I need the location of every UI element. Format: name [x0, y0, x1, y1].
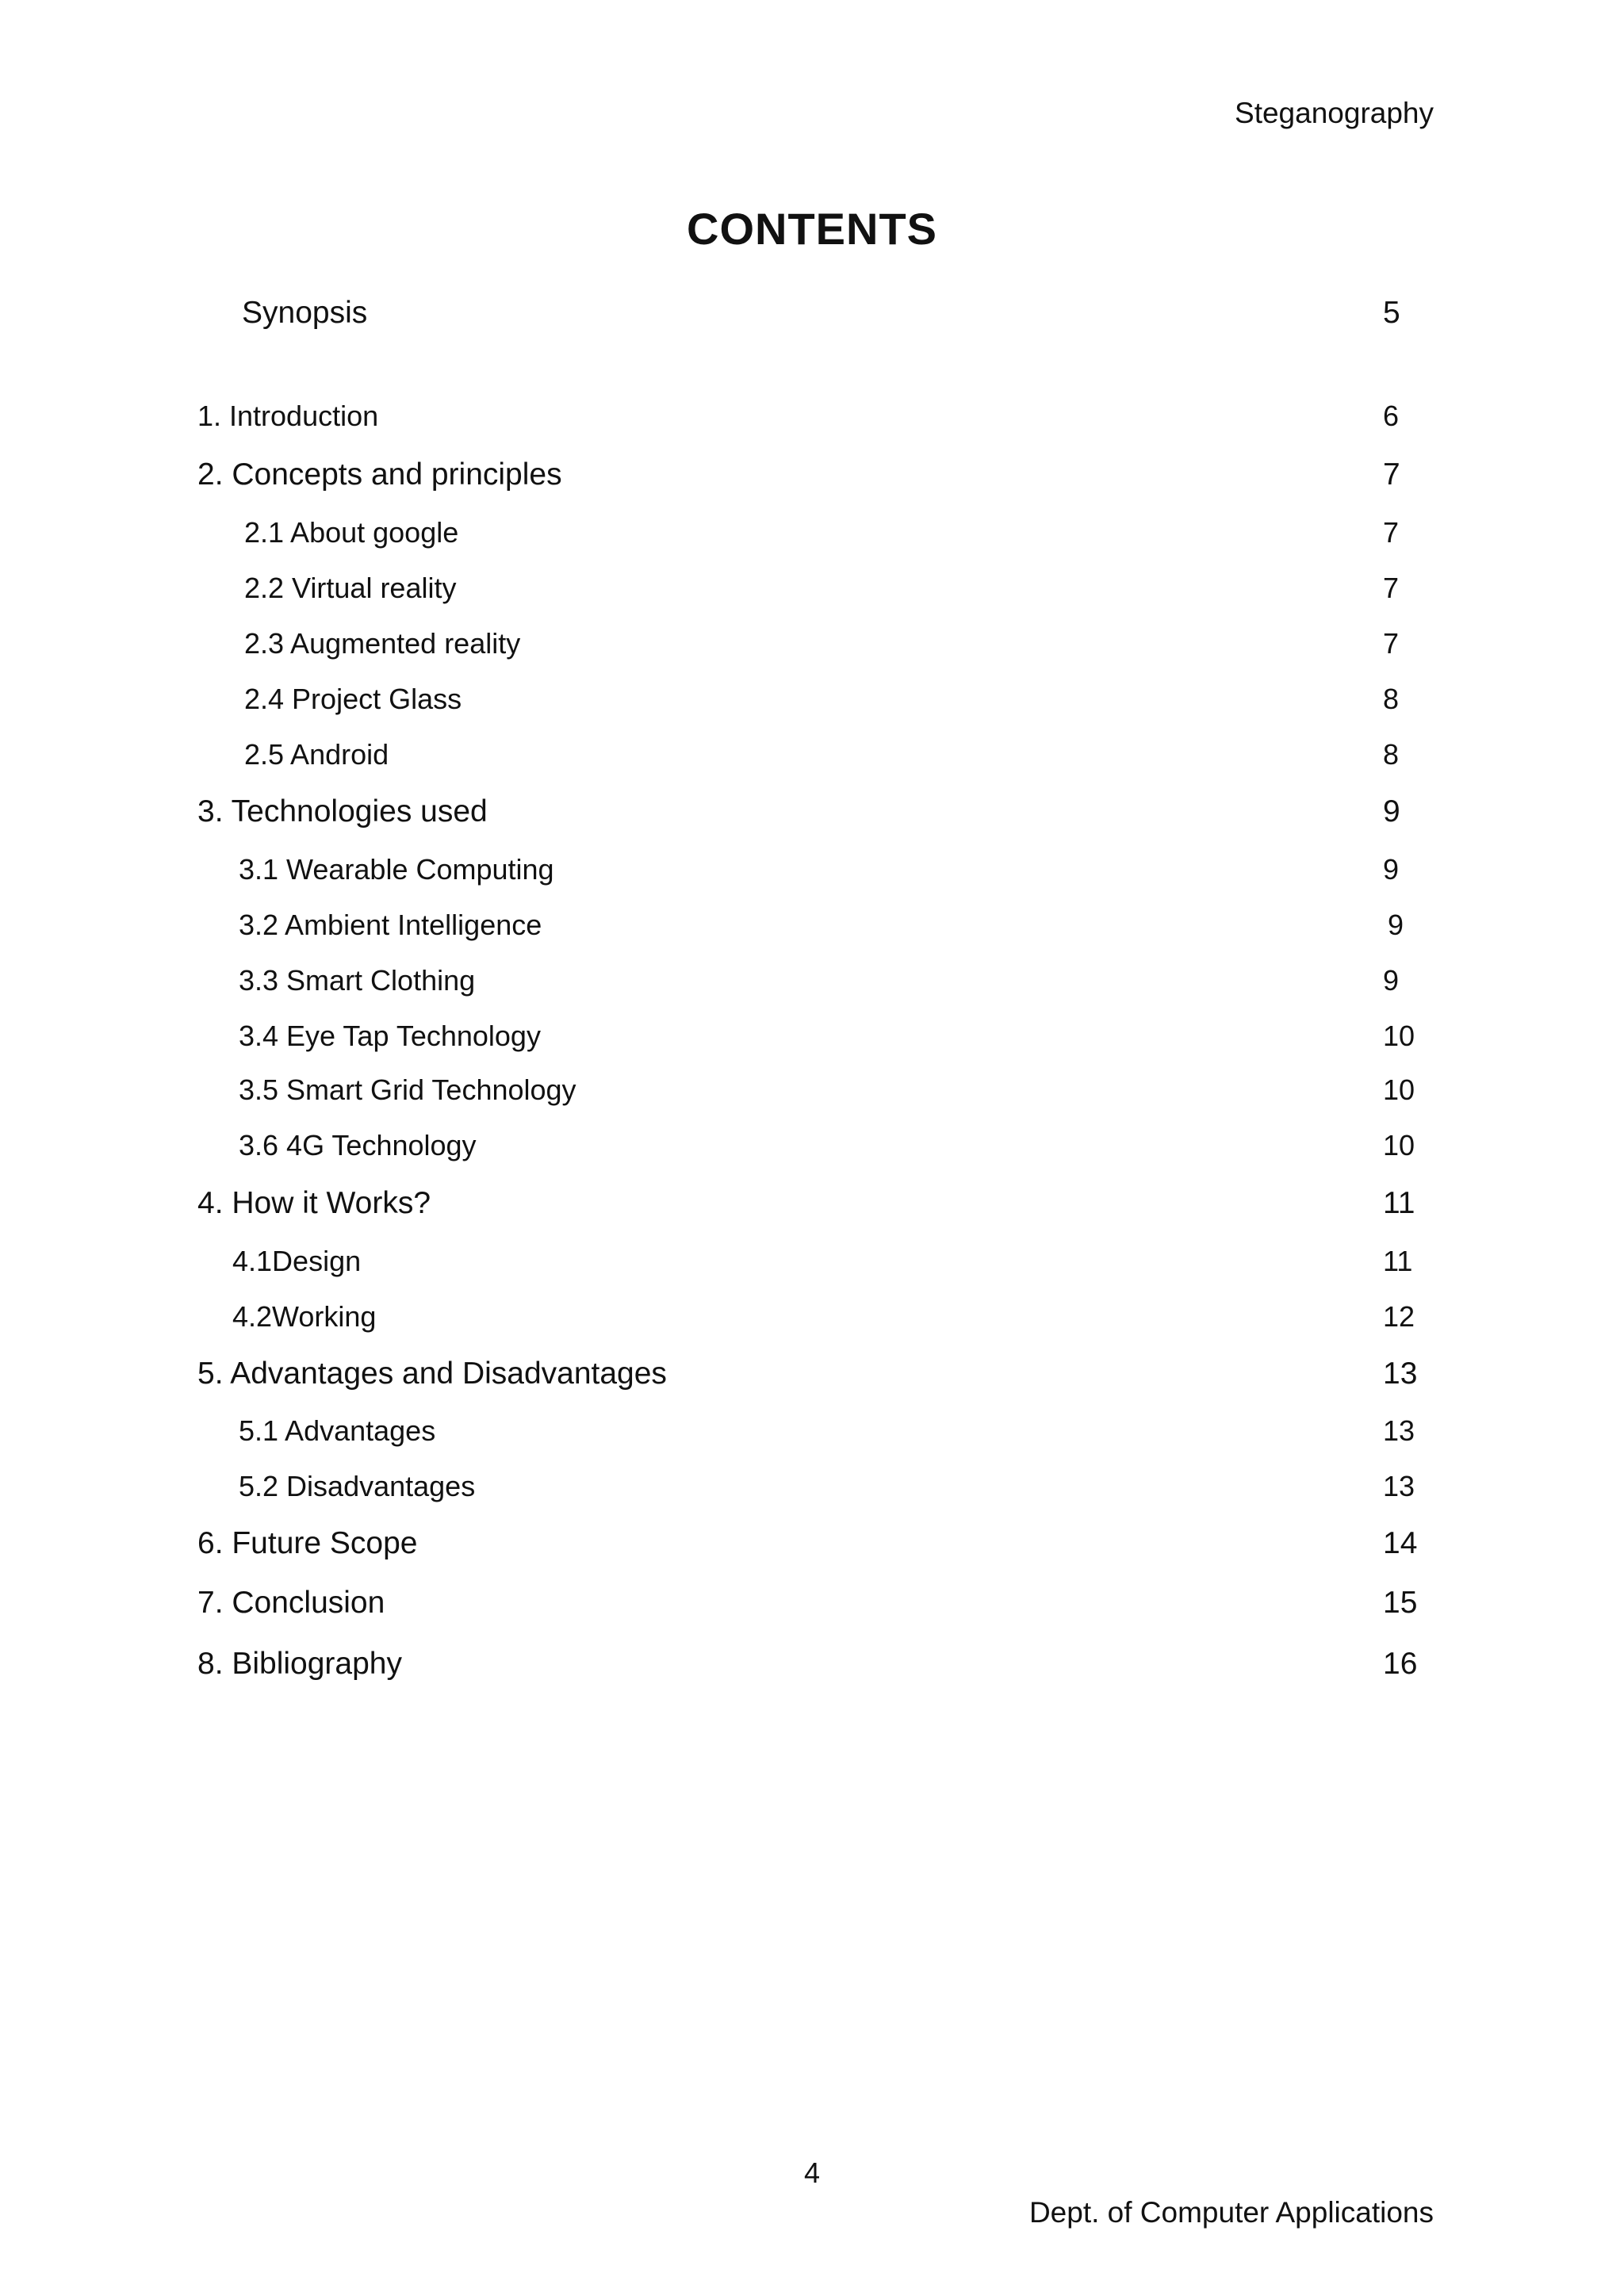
toc-entry-label: 5.2 Disadvantages: [239, 1470, 476, 1502]
toc-entry-disadvantages: [0, 1470, 1624, 1510]
toc-entry-label: 5. Advantages and Disadvantages: [197, 1357, 667, 1391]
toc-entry-label: 6. Future Scope: [197, 1526, 418, 1560]
toc-entry-label: 3.5 Smart Grid Technology: [239, 1073, 576, 1106]
toc-entry-page: 13: [1383, 1470, 1415, 1502]
toc-entry-page: 11: [1383, 1245, 1413, 1277]
toc-entry-label: 4.2Working: [232, 1300, 377, 1333]
toc-entry-smart-grid: [0, 1073, 1624, 1113]
toc-entry-introduction: [0, 400, 1624, 439]
toc-entry-label: 3.1 Wearable Computing: [239, 853, 554, 886]
running-header: Steganography: [1235, 97, 1434, 129]
toc-entry-label: 1. Introduction: [197, 400, 379, 432]
toc-entry-label: 2.4 Project Glass: [244, 683, 462, 715]
toc-entry-page: 6: [1383, 400, 1400, 432]
toc-entry-technologies: [0, 794, 1624, 834]
toc-entry-augmented-reality: [0, 627, 1624, 667]
toc-entry-4g-technology: [0, 1129, 1624, 1169]
toc-entry-page: 12: [1383, 1300, 1415, 1333]
toc-entry-conclusion: [0, 1586, 1624, 1625]
toc-entry-eye-tap: [0, 1020, 1624, 1059]
toc-entry-page: 10: [1383, 1020, 1415, 1052]
toc-entry-virtual-reality: [0, 572, 1624, 611]
toc-entry-smart-clothing: [0, 964, 1624, 1004]
toc-entry-android: [0, 738, 1624, 778]
toc-entry-about-google: [0, 516, 1624, 556]
toc-entry-label: 3.6 4G Technology: [239, 1129, 477, 1161]
toc-entry-page: 9: [1383, 794, 1400, 828]
toc-entry-page: 13: [1383, 1357, 1418, 1391]
toc-entry-page: 9: [1383, 964, 1400, 997]
toc-entry-design: [0, 1245, 1624, 1284]
toc-entry-page: 16: [1383, 1647, 1418, 1681]
toc-entry-page: 7: [1383, 572, 1400, 604]
toc-entry-label: 3.4 Eye Tap Technology: [239, 1020, 541, 1052]
toc-entry-page: 8: [1383, 738, 1400, 771]
toc-entry-page: 15: [1383, 1586, 1418, 1620]
toc-entry-page: 13: [1383, 1414, 1415, 1447]
toc-entry-label: 4.1Design: [232, 1245, 362, 1277]
toc-entry-synopsis: [0, 296, 1624, 335]
toc-entry-label: 7. Conclusion: [197, 1586, 385, 1620]
toc-entry-page: 11: [1383, 1186, 1415, 1220]
toc-entry-how-it-works: [0, 1186, 1624, 1226]
toc-entry-advantages-disadvantages: [0, 1357, 1624, 1396]
toc-entry-page: 8: [1383, 683, 1400, 715]
toc-entry-page: 7: [1383, 627, 1400, 660]
toc-entry-wearable-computing: [0, 853, 1624, 893]
toc-entry-label: 2.1 About google: [244, 516, 459, 549]
toc-entry-concepts: [0, 457, 1624, 497]
toc-entry-working: [0, 1300, 1624, 1340]
toc-entry-label: 2.3 Augmented reality: [244, 627, 521, 660]
toc-entry-bibliography: [0, 1647, 1624, 1686]
toc-entry-label: Synopsis: [242, 296, 368, 330]
toc-entry-page: 10: [1383, 1073, 1415, 1106]
page-number: 4: [803, 2156, 821, 2189]
toc-entry-page: 5: [1383, 296, 1400, 330]
toc-entry-page: 7: [1383, 457, 1400, 492]
toc-entry-page: 7: [1383, 516, 1400, 549]
toc-entry-label: 8. Bibliography: [197, 1647, 402, 1681]
toc-entry-future-scope: [0, 1526, 1624, 1566]
toc-entry-label: 2.5 Android: [244, 738, 389, 771]
contents-heading: CONTENTS: [687, 204, 937, 254]
toc-entry-page: 14: [1383, 1526, 1418, 1560]
toc-entry-advantages: [0, 1414, 1624, 1454]
toc-entry-label: 5.1 Advantages: [239, 1414, 436, 1447]
running-footer: Dept. of Computer Applications: [1028, 2196, 1434, 2229]
toc-entry-page: 9: [1388, 909, 1404, 941]
toc-entry-label: 2. Concepts and principles: [197, 457, 562, 492]
toc-entry-label: 4. How it Works?: [197, 1186, 431, 1220]
toc-entry-page: 9: [1383, 853, 1400, 886]
toc-entry-label: 3.2 Ambient Intelligence: [239, 909, 542, 941]
toc-entry-page: 10: [1383, 1129, 1415, 1161]
toc-entry-label: 2.2 Virtual reality: [244, 572, 457, 604]
toc-entry-label: 3. Technologies used: [197, 794, 488, 828]
toc-entry-ambient-intelligence: [0, 909, 1624, 948]
toc-entry-project-glass: [0, 683, 1624, 722]
toc-entry-label: 3.3 Smart Clothing: [239, 964, 476, 997]
